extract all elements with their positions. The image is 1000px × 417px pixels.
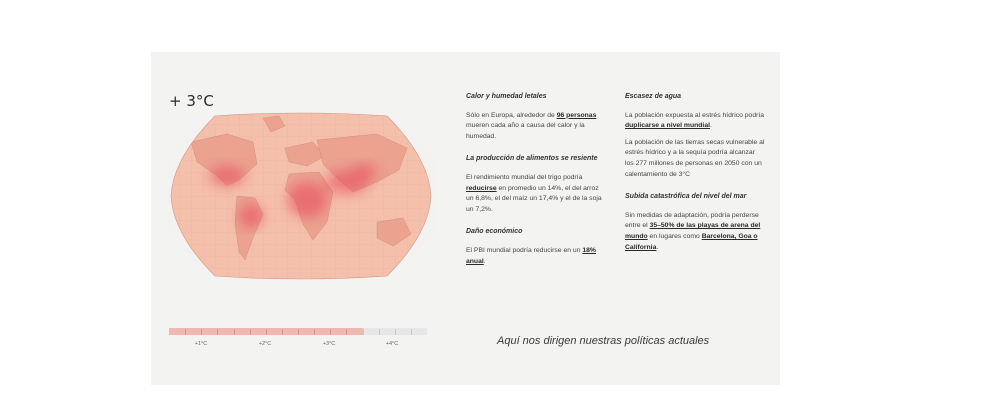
scale-tick (346, 329, 347, 335)
impact-food (466, 154, 602, 215)
scale-tick (201, 329, 202, 335)
scale-tick (217, 329, 218, 335)
temperature-scale (169, 328, 427, 358)
scale-label-3: +3°C (322, 341, 336, 347)
temperature-label: + 3°C (169, 92, 214, 110)
scale-tick (266, 329, 267, 335)
impact-sea-text-part: Sin medidas de adaptación, podría perderse entre el (625, 211, 759, 230)
impact-heat-title: Calor y humedad letales (466, 93, 547, 100)
impact-sea-highlight: 35–50% de las playas de arena del mundo (625, 222, 761, 240)
impact-heat (466, 92, 602, 142)
scale-tick (379, 329, 380, 335)
scale-tick (395, 329, 396, 335)
impact-sea-text (625, 211, 765, 253)
impacts-column-left (466, 92, 602, 279)
scale-tick (282, 329, 283, 335)
scale-tick (298, 329, 299, 335)
impact-sea-text-part: en lugares como (647, 232, 702, 240)
scale-tick (250, 329, 251, 335)
infographic-panel (151, 52, 780, 385)
impacts-column-right (625, 92, 765, 265)
impact-water-text-part: . (710, 122, 712, 130)
impact-water-highlight: duplicarse a nivel mundial (625, 122, 710, 130)
impact-economy (466, 227, 602, 267)
impact-heat-text-part: mueren cada año a causa del calor y la humedad. (466, 122, 585, 140)
impact-sea-text-part: . (656, 243, 659, 251)
scale-label-1: +1°C (194, 341, 208, 347)
impact-water-title: Escasez de agua (625, 93, 682, 100)
impact-economy-text-part: El PBI mundial podría reducirse en un (466, 246, 583, 254)
scale-tick (234, 329, 235, 335)
scale-tick (330, 329, 331, 335)
impact-heat-highlight: 96 personas (556, 111, 597, 119)
impact-economy-highlight: 18% anual (466, 246, 596, 265)
impact-economy-text (466, 246, 602, 267)
scale-label-4: +4°C (385, 341, 399, 347)
impact-sea-title: Subida catastrófica del nivel del mar (625, 193, 747, 201)
impact-sea-highlight-2: Barcelona, Goa o California (625, 232, 758, 251)
impact-water-text-2: La población de las tierras secas vulnerable al estrés hídrico y a la sequía podría alcanzar los 277 millones de personas en 2050 con un calentamiento de 3°C (625, 138, 765, 178)
impact-food-title: La producción de alimentos se resiente (466, 155, 598, 163)
impact-water-text (625, 111, 765, 132)
impact-economy-text-part: . (483, 257, 486, 265)
impact-food-text (466, 173, 602, 215)
impact-water-text-part: La población expuesta al estrés hídrico podría (625, 111, 765, 119)
impact-water (625, 92, 765, 180)
impact-food-text-part: en promedio un 14%, el del arroz un 6,8%, el del maíz un 17,4% y el de la soja un 7,2%. (466, 184, 602, 213)
world-map-icon (167, 112, 435, 280)
impact-food-highlight: reducirse (466, 184, 497, 192)
scale-tick (411, 329, 412, 335)
caption: Aquí nos dirigen nuestras políticas actuales (497, 335, 710, 347)
impact-heat-text-part: Sólo en Europa, alrededor de (466, 111, 557, 119)
scale-tick (314, 329, 315, 335)
impact-economy-title: Daño económico (466, 228, 523, 236)
impact-sea (625, 192, 765, 253)
impact-heat-text (466, 111, 602, 143)
scale-label-2: +2°C (258, 341, 272, 347)
impact-food-text-part: El rendimiento mundial del trigo podría (466, 173, 583, 181)
scale-tick (185, 329, 186, 335)
scale-tick (363, 329, 364, 335)
